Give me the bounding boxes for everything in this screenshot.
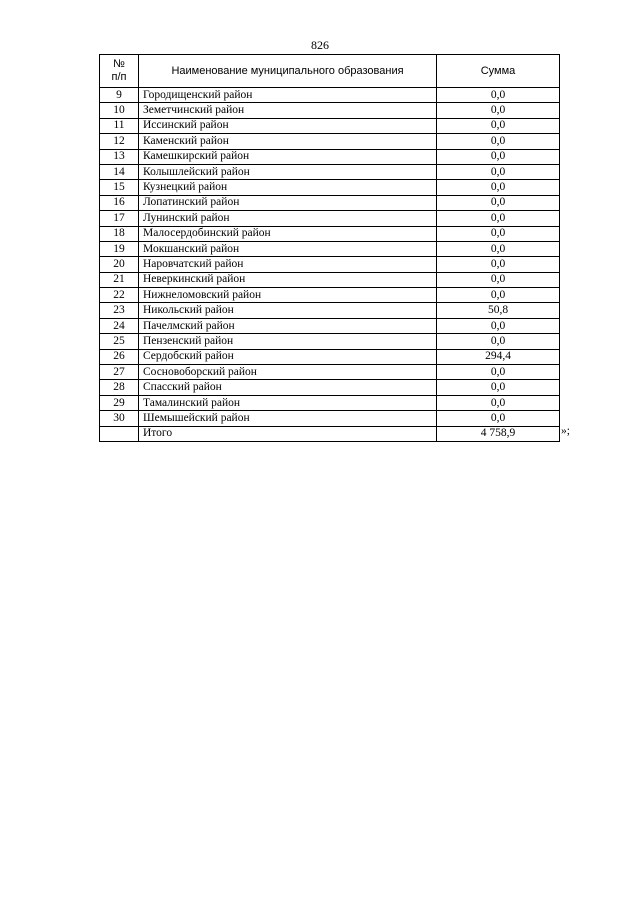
table-row: [100, 395, 560, 410]
row-number: 12: [100, 134, 139, 149]
row-number: 20: [100, 257, 139, 272]
row-name: Камешкирский район: [139, 149, 437, 164]
table-row: [100, 88, 560, 103]
row-name: Тамалинский район: [139, 395, 437, 410]
row-number: 9: [100, 88, 139, 103]
row-sum: 0,0: [437, 365, 560, 380]
header-number-line2: п/п: [111, 71, 127, 83]
row-name: Городищенский район: [139, 88, 437, 103]
row-sum: 294,4: [437, 349, 560, 364]
table-row: [100, 303, 560, 318]
row-name: Нижнеломовский район: [139, 288, 437, 303]
header-number: [100, 55, 139, 88]
row-sum: 0,0: [437, 211, 560, 226]
row-name: Иссинский район: [139, 118, 437, 133]
row-number: 19: [100, 241, 139, 256]
row-sum: 0,0: [437, 272, 560, 287]
row-number: 21: [100, 272, 139, 287]
row-number: 18: [100, 226, 139, 241]
table-row: [100, 349, 560, 364]
row-name: Шемышейский район: [139, 411, 437, 426]
table-row: [100, 195, 560, 210]
row-name: Кузнецкий район: [139, 180, 437, 195]
row-name: Пензенский район: [139, 334, 437, 349]
row-number: 15: [100, 180, 139, 195]
table-row: [100, 164, 560, 179]
total-label: Итого: [139, 426, 437, 441]
total-sum: 4 758,9: [437, 426, 560, 441]
row-number: 17: [100, 211, 139, 226]
table-row: [100, 318, 560, 333]
row-name: Лунинский район: [139, 211, 437, 226]
row-number: 13: [100, 149, 139, 164]
table-row: [100, 288, 560, 303]
row-name: Лопатинский район: [139, 195, 437, 210]
table-row: [100, 334, 560, 349]
row-sum: 0,0: [437, 226, 560, 241]
row-sum: 0,0: [437, 164, 560, 179]
row-name: Земетчинский район: [139, 103, 437, 118]
row-number: 27: [100, 365, 139, 380]
row-number: 14: [100, 164, 139, 179]
row-sum: 0,0: [437, 288, 560, 303]
row-number: 30: [100, 411, 139, 426]
row-sum: 0,0: [437, 395, 560, 410]
row-name: Никольский район: [139, 303, 437, 318]
row-name: Неверкинский район: [139, 272, 437, 287]
table-row: [100, 411, 560, 426]
row-sum: 0,0: [437, 257, 560, 272]
row-sum: 0,0: [437, 134, 560, 149]
header-sum: Сумма: [437, 55, 560, 88]
municipal-sum-table: [99, 54, 560, 442]
table-row: [100, 180, 560, 195]
header-number-line1: №: [113, 58, 125, 70]
table-row: [100, 365, 560, 380]
row-number: 25: [100, 334, 139, 349]
table-row: [100, 257, 560, 272]
row-number: 24: [100, 318, 139, 333]
row-number: 22: [100, 288, 139, 303]
table-row: [100, 103, 560, 118]
row-sum: 50,8: [437, 303, 560, 318]
row-number: 26: [100, 349, 139, 364]
row-sum: 0,0: [437, 318, 560, 333]
row-sum: 0,0: [437, 180, 560, 195]
total-number: [100, 426, 139, 441]
table-row: [100, 241, 560, 256]
row-number: 11: [100, 118, 139, 133]
total-row: [100, 426, 560, 441]
page-number: 826: [311, 38, 329, 52]
row-number: 28: [100, 380, 139, 395]
row-name: Сердобский район: [139, 349, 437, 364]
row-sum: 0,0: [437, 88, 560, 103]
table-row: [100, 211, 560, 226]
row-number: 10: [100, 103, 139, 118]
row-name: Мокшанский район: [139, 241, 437, 256]
table-body: [100, 88, 560, 427]
row-name: Малосердобинский район: [139, 226, 437, 241]
row-sum: 0,0: [437, 195, 560, 210]
table-row: [100, 134, 560, 149]
row-sum: 0,0: [437, 411, 560, 426]
row-sum: 0,0: [437, 149, 560, 164]
table-row: [100, 380, 560, 395]
table-row: [100, 118, 560, 133]
header-name: Наименование муниципального образования: [139, 55, 437, 88]
row-name: Спасский район: [139, 380, 437, 395]
row-name: Колышлейский район: [139, 164, 437, 179]
row-name: Каменский район: [139, 134, 437, 149]
row-name: Пачелмский район: [139, 318, 437, 333]
row-name: Сосновоборский район: [139, 365, 437, 380]
row-sum: 0,0: [437, 103, 560, 118]
row-sum: 0,0: [437, 380, 560, 395]
closing-quote: »;: [561, 425, 570, 437]
table-row: [100, 226, 560, 241]
row-number: 23: [100, 303, 139, 318]
table-row: [100, 272, 560, 287]
table-row: [100, 149, 560, 164]
row-sum: 0,0: [437, 241, 560, 256]
row-name: Наровчатский район: [139, 257, 437, 272]
row-number: 16: [100, 195, 139, 210]
row-sum: 0,0: [437, 334, 560, 349]
row-number: 29: [100, 395, 139, 410]
table-header-row: [100, 55, 560, 88]
row-sum: 0,0: [437, 118, 560, 133]
